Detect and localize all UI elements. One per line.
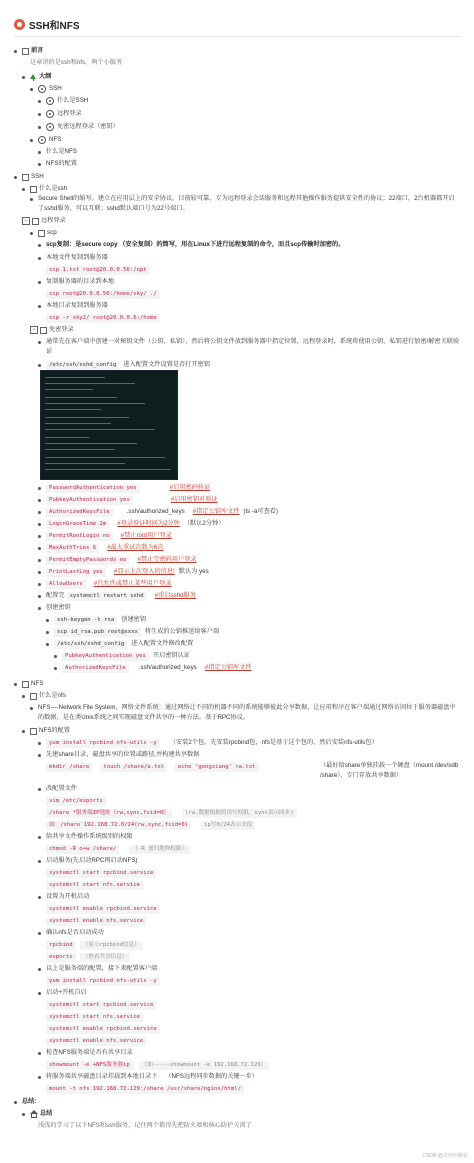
ssh-what-text: Secure Shell的缩写。建立在应用层上的安全协议。目前较可靠，专为远程登录会话服务和远程其他操作服务提供安全性的协议；22端口，2台机器都开启了sshd服务，可以互联；sshd默认端口号为22号端口。: [38, 195, 455, 212]
bullet: [38, 523, 41, 526]
bullet: [38, 341, 41, 344]
checkbox-icon: [30, 186, 37, 193]
nopass-text: 通常先在客户端中创建一对秘钥文件（公钥、私钥），然后将公钥文件放到服务器中指定位置，远程登录时，系统将使用公钥、私钥进行加密/解密关联验证: [46, 338, 460, 355]
export-line1-row: [46, 808, 297, 818]
enable-label: 设置为开机启动: [46, 893, 90, 900]
bullet: [38, 754, 41, 757]
nfs-what-heading[interactable]: [30, 691, 66, 701]
terminal-screenshot: [40, 370, 178, 480]
bullet: [46, 619, 49, 622]
bullet: [38, 1076, 41, 1079]
bullet: [30, 707, 33, 710]
bullet: [38, 1052, 41, 1055]
bullet: [46, 631, 49, 634]
radio-icon: [46, 123, 54, 131]
start-rpc-row: [46, 868, 156, 878]
outline-nfs[interactable]: [38, 135, 61, 145]
share-cmds-row: [46, 762, 259, 772]
bullet: [38, 535, 41, 538]
nfs-section-label: NFS: [31, 680, 44, 687]
bullet: [14, 1101, 17, 1104]
bullet: [38, 559, 41, 562]
install-tail: （安装2个包，先安装rpcbind包，nfs是基于这个包的，然后安装nfs-utils包）: [169, 739, 378, 746]
code-snippet[interactable]: systemctl enable nfs.service: [46, 1037, 146, 1046]
outline-item[interactable]: [46, 96, 88, 106]
start-label: 启动服务(先启动RPC再启动NFS): [46, 857, 138, 864]
outline-label: 大纲: [39, 73, 52, 80]
option-note: #启用密码验证: [169, 484, 211, 491]
outline-item[interactable]: 什么是NFS: [46, 148, 77, 155]
code-snippet[interactable]: /etc/ssh/sshd_config: [54, 640, 127, 649]
watermark: CSDN @奇怪的蘑菇: [422, 1153, 468, 1159]
c-enable-rpc-row: [46, 1024, 160, 1034]
bullet: [30, 232, 33, 235]
bullet: [54, 667, 57, 670]
outline-item[interactable]: NFS的配置: [46, 160, 77, 167]
title-divider: [14, 36, 460, 37]
code-snippet[interactable]: systemctl restart sshd: [67, 592, 147, 601]
page-title: SSH和NFS: [29, 20, 80, 32]
restart-row: [46, 591, 196, 601]
code-snippet[interactable]: AuthorizedKeysFile: [62, 664, 129, 673]
option-value: .ssh/authorized_keys: [126, 508, 185, 515]
code-snippet[interactable]: 如：/share 192.168.72.0/24(rw,sync,fsid=0): [46, 821, 191, 830]
bullet: [38, 595, 41, 598]
option-row: [46, 567, 209, 577]
code-snippet[interactable]: ssh-keygen -t rsa: [54, 616, 117, 625]
bullet: [38, 499, 41, 502]
bullet: [30, 139, 33, 142]
rpcbind-info-tail: （显示rpcbind信息）: [80, 941, 143, 950]
bullet: [38, 992, 41, 995]
chmod-row: [46, 844, 190, 854]
code-snippet[interactable]: PubkeyAuthentication yes: [46, 496, 133, 505]
nfs-config-label: NFS的配置: [39, 727, 70, 734]
option-link: #禁止root用户登录: [120, 532, 172, 539]
option-row: [46, 483, 210, 493]
bullet: [38, 163, 41, 166]
code-snippet[interactable]: chmod -R o+w /share/: [46, 845, 119, 854]
grant-label: 给共享文件操作系统级别的权限: [46, 833, 133, 840]
bullet: [38, 968, 41, 971]
nopass-label: 免密登录: [49, 326, 74, 333]
chmod-tail: （-R 递归地修权限）: [129, 845, 190, 854]
c-start-nfs-row: [46, 1012, 143, 1022]
code-snippet[interactable]: PubkeyAuthentication yes: [62, 652, 149, 661]
code-snippet[interactable]: /share *服务端IP地址（rw,sync,fsid=0）: [46, 809, 172, 818]
enable-nfs-row: [46, 916, 146, 926]
option-extra: (ls -a可查看): [243, 508, 278, 515]
preface-heading[interactable]: [22, 46, 43, 56]
code-snippet[interactable]: showmount -e +NFS服务器ip: [46, 1061, 133, 1070]
code-snippet[interactable]: mount -t nfs 192.168.72.129:/share /usr/share/nginx/html/: [46, 1085, 244, 1094]
scp-desc: scp复制：是secure copy （安全复制）的简写，用在Linux下进行远程复制的命令，而且scp传输时加密的。: [46, 241, 345, 248]
client-label: 以上是服务端的配置，接下来配置客户端: [46, 965, 158, 972]
bullet: [38, 126, 41, 129]
code-snippet[interactable]: PasswordAuthentication yes: [46, 484, 140, 493]
note-logo-icon: [14, 19, 25, 30]
ssh-what-heading[interactable]: [30, 184, 67, 194]
code-snippet[interactable]: MaxAuthTries 6: [46, 544, 99, 553]
exports-info-tail: （查看共享信息）: [80, 953, 131, 962]
bullet: [38, 364, 41, 367]
showmount-tail: （如-----showmount -e 192.168.72.129）: [139, 1061, 270, 1070]
bullet: [46, 643, 49, 646]
restart-label: 配置完: [46, 592, 65, 599]
option-row: [46, 495, 218, 505]
option-extra: 默认为 yes: [178, 568, 209, 575]
sshd-config-tail: 进入配置文件设置是否打开密钥: [123, 361, 210, 368]
bullet: [38, 511, 41, 514]
bullet: [38, 583, 41, 586]
collapse-toggle-icon[interactable]: −: [22, 217, 30, 225]
bullet: [38, 487, 41, 490]
bullet: [38, 932, 41, 935]
radio-icon: [38, 136, 46, 144]
code-snippet[interactable]: scp 1.txt root@20.0.0.56:/opt: [46, 266, 150, 275]
code-snippet[interactable]: rpcbind: [46, 941, 76, 950]
summary-label: 总结:: [22, 1098, 37, 1105]
option-link: #指定公钥库文件: [192, 508, 240, 515]
option-link: #显示上次登入的信息!: [113, 568, 175, 575]
client-install-row: [46, 976, 160, 986]
bullet: [38, 305, 41, 308]
bullet: [30, 88, 33, 91]
option-row: [46, 531, 172, 541]
share-dir-label: 先建share目录，磁盘共享的位置或路径,并构建共享数据: [46, 751, 200, 758]
checkbox-icon: [22, 681, 29, 688]
bullet: [22, 695, 25, 698]
title-row: [14, 16, 80, 32]
bullet: [38, 607, 41, 610]
checkbox-icon: [32, 218, 39, 225]
sshd-config-row: [46, 360, 210, 370]
code-snippet[interactable]: yum install rpcbind nfs-utils -y: [46, 977, 160, 986]
install-row: [46, 738, 378, 748]
bullet: [38, 244, 41, 247]
nfs-config-heading[interactable]: [30, 726, 70, 736]
scp-dir-to-local: 复制服务器的目录到本地: [46, 278, 115, 285]
bullet: [22, 1113, 25, 1116]
bullet: [30, 198, 33, 201]
pubkey-on-tail: 开启密钥认证: [152, 652, 190, 659]
bullet: [38, 113, 41, 116]
option-row: [46, 507, 278, 517]
export-line2-tail: ip写0/24表示全段: [201, 821, 255, 830]
preface-text: 这章讲的是ssh和nfs，两个小服务: [30, 59, 123, 66]
edit-cfg-row: [54, 639, 193, 649]
enable-rpc-row: [46, 904, 160, 914]
code-snippet[interactable]: scp root@20.0.0.50:/home/sky/ ./: [46, 290, 160, 299]
checkbox-icon: [30, 728, 37, 735]
radio-icon: [46, 97, 54, 105]
ssh-section-label: SSH: [31, 173, 44, 180]
code-snippet[interactable]: systemctl enable rpcbind.service: [46, 905, 160, 914]
check-label: 检查NFS服务端是否有共享目录: [46, 1049, 133, 1056]
code-snippet[interactable]: PermitEmptyPasswords no: [46, 556, 129, 565]
code-snippet[interactable]: systemctl start nfs.service: [46, 881, 143, 890]
bullet: [14, 683, 17, 686]
code-snippet[interactable]: yum install rpcbind nfs-utils -y: [46, 739, 160, 748]
outline-item-label: 远程登录: [57, 110, 82, 117]
remote-login-label: 远程登录: [41, 217, 66, 224]
bullet: [38, 151, 41, 154]
scp-local-to-server: 本地文件复制到服务器: [46, 254, 108, 261]
c-start-rpc-row: [46, 1000, 156, 1010]
code-snippet[interactable]: vim /etc/exports: [46, 797, 106, 806]
exports-info-row: [46, 952, 130, 962]
export-line1-tail: (rw,数据根据的读写权限，sync表示同步): [182, 809, 297, 818]
scp-cmd2-row: [46, 289, 160, 299]
outline-ssh-label: SSH: [49, 85, 62, 92]
code-snippet[interactable]: scp id_rsa.pub root@xxxx: [54, 628, 141, 637]
bullet: [38, 547, 41, 550]
option-extra: （默认2分钟）: [183, 520, 225, 527]
checkbox-icon: [22, 174, 29, 181]
vim-row: [46, 796, 106, 806]
bullet: [38, 836, 41, 839]
radio-icon: [46, 110, 54, 118]
outline-item-label: 什么是SSH: [57, 97, 89, 104]
authkeys-row: [62, 663, 252, 673]
code-snippet[interactable]: scp -r sky2/ root@20.0.0.6:/home: [46, 314, 160, 323]
summary-text: 浅浅的学习了以下NFS和ssh服务，记住两个都得先把防火墙和核心防护关闭了: [38, 1122, 252, 1129]
mount-tail: （最好给share单独挂载一个硬盘（mount /dev/sdb /share），专门存放共享数据）: [320, 762, 459, 779]
nfs-section-heading[interactable]: [22, 679, 43, 689]
ssh-section-heading[interactable]: [22, 172, 44, 182]
tree-icon: [30, 74, 37, 81]
bullet: [38, 860, 41, 863]
restart-link: #重启sshd服务: [154, 592, 196, 599]
start-nfs-row: [46, 880, 143, 890]
code-snippet[interactable]: AuthorizedKeysFile: [46, 508, 113, 517]
nfs-what-text: NFS----Network File System，网络文件系统：通过网络让不同的机器不同的系统能够彼此分享数据，让应用程序在客户端通过网络访问位于服务器磁盘中的数据，是在类Unix系统之间实现磁盘文件共享的一种方法。基于RPC协议。: [38, 704, 456, 721]
bullet: [38, 742, 41, 745]
checkbox-icon: [40, 327, 47, 334]
scp-cmd1-row: [46, 265, 150, 275]
code-snippet[interactable]: PermitRootLogin no: [46, 532, 113, 541]
bullet: [14, 50, 17, 53]
code-snippet[interactable]: touch /share/a.txt: [100, 763, 167, 772]
copyid-tail: 将生成的公钥推送给客户端: [144, 628, 220, 635]
authkeys-link: #指定公钥库文件: [204, 664, 252, 671]
bullet: [14, 176, 17, 179]
code-snippet[interactable]: AllowUsers: [46, 580, 86, 589]
rpcbind-info-row: [46, 940, 143, 950]
bullet: [38, 896, 41, 899]
bullet: [54, 655, 57, 658]
option-link: #登录验证时间为2分钟: [117, 520, 180, 527]
summary-heading[interactable]: [30, 1109, 52, 1119]
outline-nfs-label: NFS: [49, 136, 62, 143]
confirm-label: 确认nfs是否启动成功: [46, 929, 104, 936]
client-start-label: 启动+开机自启: [46, 989, 87, 996]
checkbox-icon: [30, 693, 37, 700]
pubkey-on-row: [62, 651, 190, 661]
checkbox-icon: [22, 48, 29, 55]
mount-label-row: [46, 1072, 258, 1082]
scp-heading[interactable]: [38, 228, 57, 238]
create-key-label: 创建密钥: [46, 604, 71, 611]
code-snippet[interactable]: systemctl start rpcbind.service: [46, 1001, 156, 1010]
bullet: [22, 188, 25, 191]
outline-item[interactable]: [46, 122, 119, 132]
ssh-what-label: 什么是ssh: [39, 185, 68, 192]
scp-label: scp: [47, 229, 57, 236]
code-snippet[interactable]: echo 'gongxiang' >a.txt: [175, 763, 258, 772]
code-snippet[interactable]: /etc/ssh/sshd_config: [46, 361, 119, 370]
scp-local-dir-to-server: 本地目录复制到服务器: [46, 302, 108, 309]
house-icon: [30, 1110, 38, 1118]
edit-file-label: 改配置文件: [46, 785, 77, 792]
option-row: [46, 579, 171, 589]
scp-cmd3-row: [46, 313, 160, 323]
code-snippet[interactable]: LoginGraceTime 2m: [46, 520, 109, 529]
code-snippet[interactable]: PrintLastLog yes: [46, 568, 106, 577]
outline-item[interactable]: [46, 109, 82, 119]
outline-item-label: 免密远程登录（密钥）: [57, 123, 119, 130]
nfs-what-label: 什么是nfs: [39, 692, 66, 699]
checkbox-icon: [38, 230, 45, 237]
code-snippet[interactable]: systemctl start rpcbind.service: [46, 869, 156, 878]
bullet: [38, 100, 41, 103]
authkeys-value: .ssh/authorized_keys: [138, 664, 197, 671]
outline-ssh[interactable]: [38, 84, 62, 94]
bullet: [22, 730, 25, 733]
edit-cfg-tail: 进入配置文件修改配置: [131, 640, 194, 647]
code-snippet[interactable]: exports: [46, 953, 76, 962]
code-snippet[interactable]: mkdir /share: [46, 763, 92, 772]
code-snippet[interactable]: systemctl enable rpcbind.service: [46, 1025, 160, 1034]
option-row: [46, 519, 224, 529]
mount-label-tail: （NFS远程同步数据的关键一步）: [165, 1073, 259, 1080]
outline-heading[interactable]: [30, 72, 51, 82]
bullet: [38, 281, 41, 284]
mount-label: 将服务端共享磁盘目录挂载到本地目录下: [46, 1073, 158, 1080]
showmount-row: [46, 1060, 269, 1070]
mount-cmd-row: [46, 1084, 244, 1094]
option-row: [46, 543, 164, 553]
c-enable-nfs-row: [46, 1036, 146, 1046]
keygen-tail: 创建密钥: [121, 616, 147, 623]
option-note: #启用密钥对验证: [170, 496, 218, 503]
export-line2-row: [46, 820, 255, 830]
nopass-heading[interactable]: [30, 325, 74, 335]
bullet: [38, 788, 41, 791]
code-snippet[interactable]: systemctl start nfs.service: [46, 1013, 143, 1022]
bullet: [38, 257, 41, 260]
collapse-toggle-icon[interactable]: −: [30, 326, 38, 334]
option-link: #禁止空密码用户登录: [137, 556, 197, 563]
remote-login-heading[interactable]: [22, 216, 66, 226]
option-row: [46, 555, 197, 565]
bullet: [38, 571, 41, 574]
option-link: #只允许或禁止某些用户登录: [93, 580, 172, 587]
radio-icon: [38, 85, 46, 93]
summary-title: 总结: [40, 1110, 53, 1117]
preface-label: 前言: [31, 47, 44, 54]
code-snippet[interactable]: systemctl enable nfs.service: [46, 917, 146, 926]
option-link: #最大重试次数为6次: [107, 544, 164, 551]
keygen-row: [54, 615, 146, 625]
copyid-row: [54, 627, 219, 637]
bullet: [22, 76, 25, 79]
